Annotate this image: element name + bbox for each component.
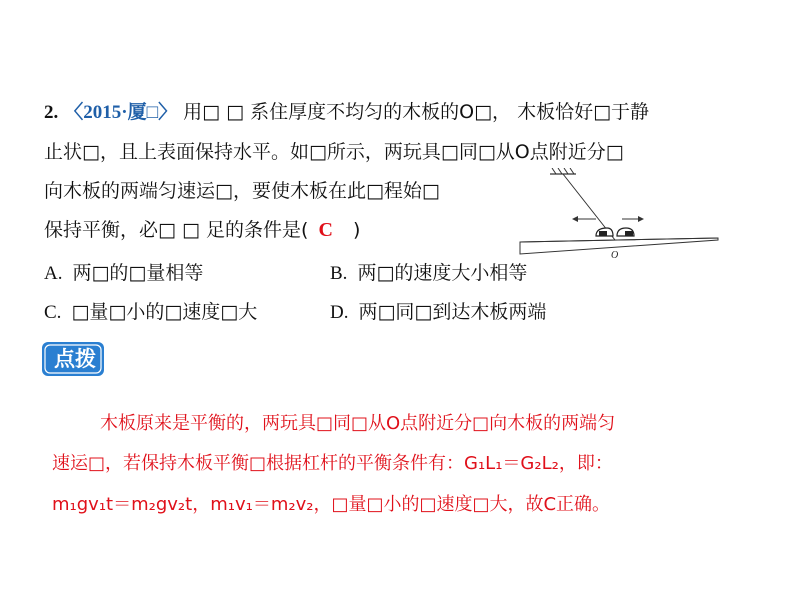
option-a: A. 两□的□量相等 <box>44 262 204 284</box>
question-number: 2. <box>44 102 59 123</box>
point-o-label: O <box>611 250 619 260</box>
question-line-2: 止状□，且上表面保持水平。如□所示，两玩具□同□从O点附近分□ <box>44 141 624 163</box>
right-arrow-icon <box>622 216 644 222</box>
option-c: C. □量□小的□速度□大 <box>44 301 258 323</box>
toy-car-right <box>617 228 634 236</box>
option-b: B. 两□的速度大小相等 <box>330 262 528 284</box>
question-line-4 <box>44 216 360 244</box>
question-text-1: 用□ □ 系住厚度不均匀的木板的O□， 木板恰好□于静 <box>183 101 650 123</box>
question-text-4: 保持平衡，必□ □ 足的条件是( <box>44 219 309 241</box>
plank-figure <box>512 168 722 260</box>
answer-letter: C <box>318 219 333 241</box>
question-line-1 <box>44 98 649 127</box>
tip-badge <box>42 340 108 378</box>
question-source: 〈2015·厦□〉 <box>64 102 178 123</box>
explanation-line-2: 速运□，若保持木板平衡□根据杠杆的平衡条件有：G₁L₁＝G₂L₂，即： <box>52 453 613 474</box>
left-arrow-icon <box>572 216 596 222</box>
explanation-line-1: 木板原来是平衡的，两玩具□同□从O点附近分□向木板的两端匀 <box>100 413 616 434</box>
explanation-line-3: m₁gv₁t＝m₂gv₂t，m₁v₁＝m₂v₂，□量□小的□速度□大，故C正确。 <box>52 494 611 515</box>
toy-car-left <box>596 228 613 236</box>
answer-close-paren: ) <box>352 219 361 241</box>
option-d: D. 两□同□到达木板两端 <box>330 301 547 323</box>
question-line-3: 向木板的两端匀速运□，要使木板在此□程始□ <box>44 180 440 202</box>
tip-label: 点拨 <box>54 347 96 371</box>
